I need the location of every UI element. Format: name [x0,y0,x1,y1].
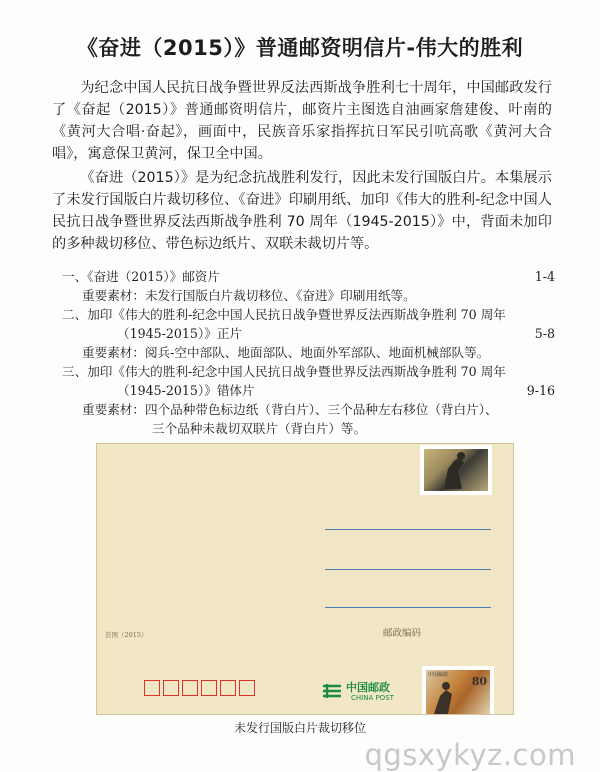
toc-item-2: （1945-2015）》正片 [117,326,243,341]
zip-box-4 [201,680,217,696]
address-line-1 [325,529,491,530]
page-title: 《奋进（2015）》普通邮资明信片-伟大的胜利 [76,36,524,60]
toc-line-3: 二、加印《伟大的胜利-纪念中国人民抗日战争暨世界反法西斯战争胜利 70 周年 [62,307,506,322]
china-post-logo-en: CHINA POST [351,694,394,702]
toc-line-2: 重要素材：未发行国版白片裁切移位、《奋进》印刷用纸等。 [82,288,416,303]
zip-box-6 [239,680,255,696]
toc-line-9: 三个品种未裁切双联片（背白片）等。 [152,421,367,436]
toc-item-1-pages: 1-4 [534,269,555,284]
toc-line-4 [117,325,555,342]
postcard-image [96,443,514,715]
intro-paragraph-1: 为纪念中国人民抗日战争暨世界反法西斯战争胜利七十周年，中国邮政发行了《奋起（2015）》普通邮资明信片，邮资片主图选自油画家詹建俊、叶南的《黄河大合唱·奋起》，画面中，民族音乐家指挥抗日军民引吭高歌《黄河大合唱》，寓意保卫黄河，保卫全中国。 [52,80,552,162]
toc-item-3: （1945-2015）》错体片 [117,383,255,398]
address-line-2 [325,569,491,570]
stamp-value: 80 [471,675,487,688]
postage-stamp-top [420,445,492,495]
figure-icon [424,449,488,491]
zip-box-5 [220,680,236,696]
toc-item-2-pages: 5-8 [534,326,555,341]
toc-line-8: 重要素材：四个品种带色标边纸（背白片）、三个品种左右移位（背白片）、 [82,402,498,417]
address-line-3 [325,607,491,608]
toc-line-6: 三、加印《伟大的胜利-纪念中国人民抗日战争暨世界反法西斯战争胜利 70 周年 [62,364,506,379]
postage-stamp-bottom [422,666,494,715]
stamp-country: 中国邮政 [428,672,449,678]
zip-box-3 [182,680,198,696]
postcard-code: 资图（2015） [105,631,148,639]
toc-item-1: 一、《奋进（2015）》邮资片 [62,269,220,284]
toc-item-3-pages: 9-16 [526,383,555,398]
toc-line-5: 重要素材：阅兵-空中部队、地面部队、地面外军部队、地面机械部队等。 [82,345,490,360]
zip-box-1 [144,680,160,696]
toc-line-7 [117,382,555,399]
china-post-logo-cn: 中国邮政 [346,681,390,694]
intro-paragraph-2: 《奋进（2015）》是为纪念抗战胜利发行，因此未发行国版白片。本集展示了未发行国版白片裁切移位、《奋进》印刷用纸、加印《伟大的胜利-纪念中国人民抗日战争暨世界反法西斯战争胜利 70 周年（1945-2015）》中，背面未加印的多种裁切移位、带色标边纸片、双联未裁切片等。 [52,170,552,252]
toc-line-1 [62,268,555,285]
watermark: qgsxykyz.com [364,738,576,772]
china-post-logo-icon [321,680,343,702]
postal-code-label: 邮政编码 [383,628,422,639]
zip-box-2 [163,680,179,696]
figure-caption: 未发行国版白片裁切移位 [233,721,366,735]
